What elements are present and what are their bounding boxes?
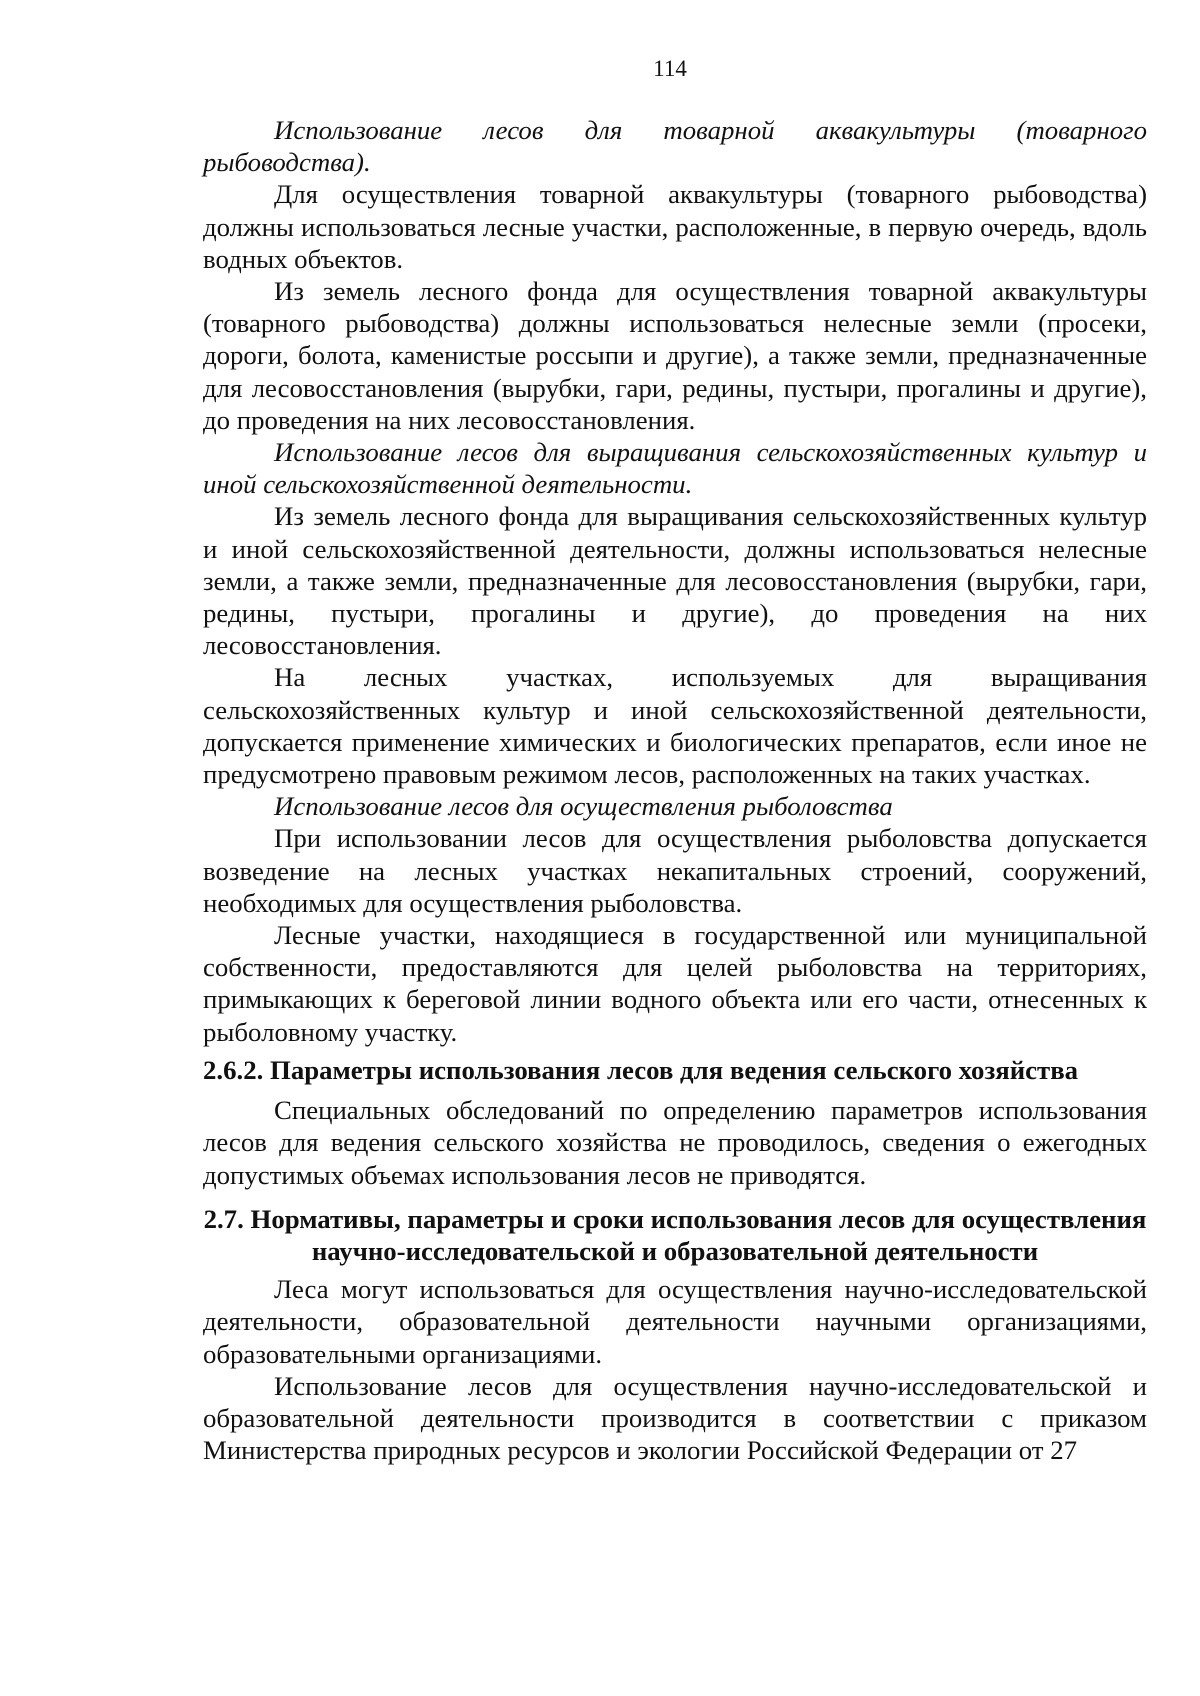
section-heading-2-6-2: 2.6.2. Параметры использования лесов для ведения сельского хозяйства [203, 1054, 1079, 1085]
italic-subheading-aquaculture: Использование лесов для товарной аквакультуры (товарного рыбоводства). [203, 115, 1147, 178]
paragraph-research-2: Использование лесов для осуществления научно-исследовательской и образовательной деятельности производится в соответствии с приказом Министерства природных ресурсов и экологии Российской Федерации от 27 [203, 1370, 1147, 1466]
paragraph-agriculture-2: На лесных участках, используемых для выращивания сельскохозяйственных культур и иной сельскохозяйственной деятельности, допускается применение химических и биологических препаратов, если иное не предусмотрено правовым режимом лесов, расположенных на таких участках. [203, 662, 1147, 790]
paragraph-aquaculture-1: Для осуществления товарной аквакультуры (товарного рыбоводства) должны использоваться лесные участки, расположенные, в первую очередь, вдоль водных объектов. [203, 179, 1147, 274]
italic-subheading-agriculture: Использование лесов для выращивания сельскохозяйственных культур и иной сельскохозяйственной деятельности. [203, 437, 1147, 500]
page-number: 114 [653, 56, 687, 81]
section-heading-2-7: 2.7. Нормативы, параметры и сроки использования лесов для осуществления научно-исследовательской и образовательной деятельности [203, 1203, 1147, 1266]
paragraph-agriculture-1: Из земель лесного фонда для выращивания сельскохозяйственных культур и иной сельскохозяйственной деятельности, должны использоваться нелесные земли, а также земли, предназначенные для лесовосстановления (вырубки, гари, редины, пустыри, прогалины и другие), до проведения на них лесовосстановления. [203, 501, 1147, 661]
paragraph-agriculture-parameters: Специальных обследований по определению параметров использования лесов для ведения сельского хозяйства не проводилось, сведения о ежегодных допустимых объемах использования лесов не приводятся. [203, 1095, 1147, 1190]
paragraph-fishing-2: Лесные участки, находящиеся в государственной или муниципальной собственности, предоставляются для целей рыболовства на территориях, примыкающих к береговой линии водного объекта или его части, отнесенных к рыболовному участку. [203, 920, 1147, 1047]
paragraph-research-1: Леса могут использоваться для осуществления научно-исследовательской деятельности, образовательной деятельности научными организациями, образовательными организациями. [203, 1274, 1147, 1369]
document-body [203, 114, 1147, 1466]
paragraph-fishing-1: При использовании лесов для осуществления рыболовства допускается возведение на лесных участках некапитальных строений, сооружений, необходимых для осуществления рыболовства. [203, 823, 1147, 918]
paragraph-aquaculture-2: Из земель лесного фонда для осуществления товарной аквакультуры (товарного рыбоводства) должны использоваться нелесные земли (просеки, дороги, болота, каменистые россыпи и другие), а также земли, предназначенные для лесовосстановления (вырубки, гари, редины, пустыри, прогалины и другие), до проведения на них лесовосстановления. [203, 276, 1147, 435]
italic-subheading-fishing: Использование лесов для осуществления рыболовства [274, 791, 893, 822]
